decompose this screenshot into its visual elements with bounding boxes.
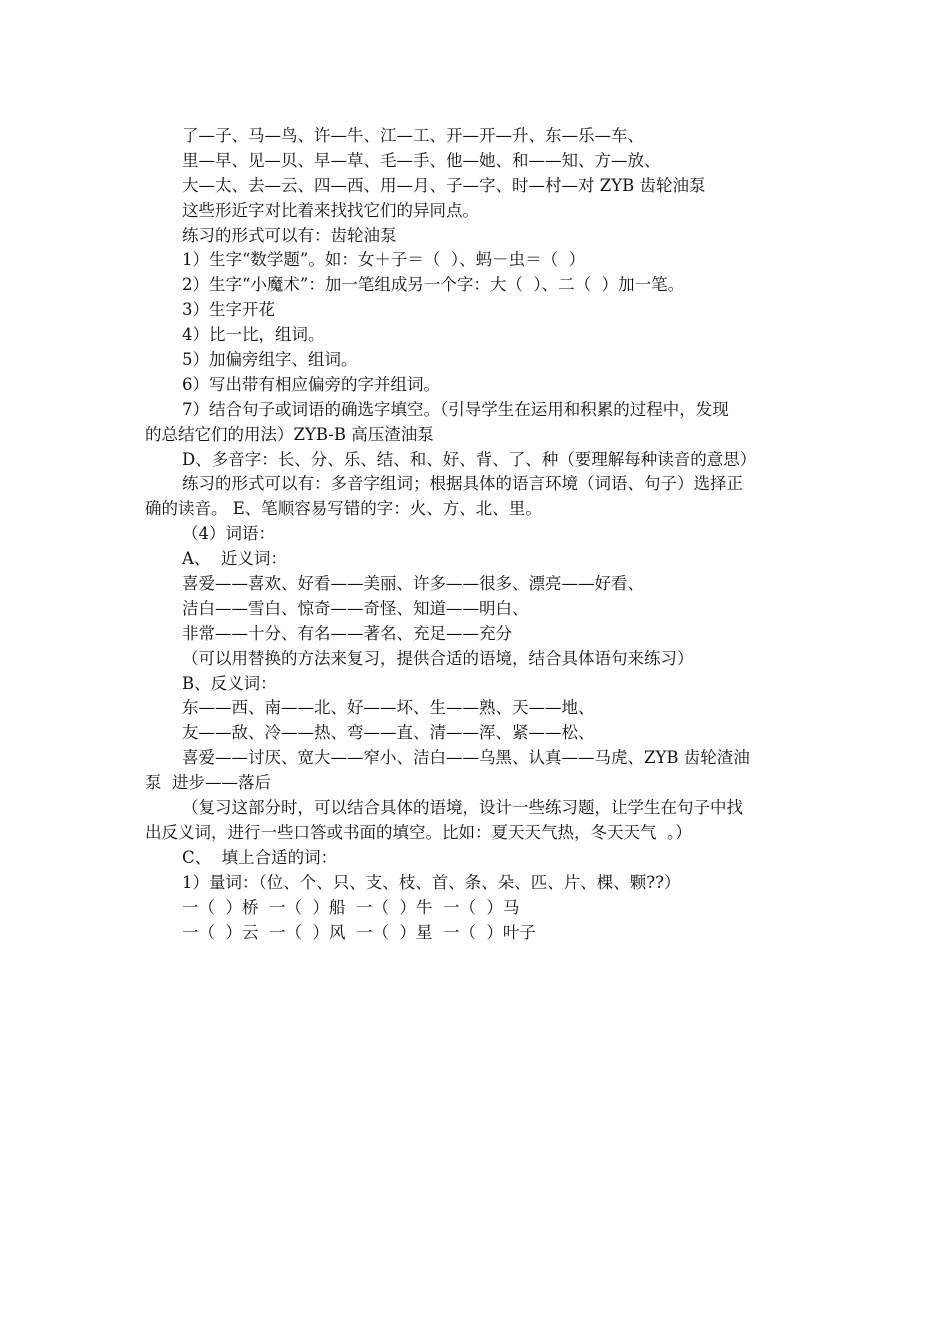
- subsection-heading: B、反义词：: [182, 673, 277, 693]
- section-heading: （4）词语：: [182, 524, 275, 544]
- text-line: 了—子、马—鸟、许—牛、江—工、开—开—升、东—乐—车、: [182, 126, 644, 145]
- text-line: 一（ ）云 一（ ）风 一（ ）星 一（ ）叶子: [182, 922, 536, 942]
- text-line: 这些形近字对比着来找找它们的异同点。: [182, 200, 479, 220]
- text-line: 1）量词：（位、个、只、支、枝、首、条、朵、匹、片、棵、颗??）: [182, 872, 681, 892]
- text-line: 的总结它们的用法）ZYB-B 高压渣油泵: [145, 424, 434, 444]
- text-line: 大—太、去—云、四—西、用—月、子—字、时—村—对 ZYB 齿轮油泵: [182, 175, 706, 195]
- text-line: 确的读音。 E、笔顺容易写错的字：火、方、北、里。: [145, 499, 542, 519]
- text-line: 6）写出带有相应偏旁的字并组词。: [182, 374, 440, 394]
- subsection-heading: C、 填上合适的词：: [182, 847, 338, 867]
- text-line: 一（ ）桥 一（ ）船 一（ ）牛 一（ ）马: [182, 897, 520, 917]
- text-line: 7）结合句子或词语的确选字填空。（引导学生在运用和积累的过程中，发现: [182, 399, 729, 419]
- text-line: 东——西、南——北、好——坏、生——熟、天——地、: [182, 698, 595, 718]
- text-line: 喜爱——喜欢、好看——美丽、许多——很多、漂亮——好看、: [182, 574, 644, 594]
- text-line: 2）生字“小魔术”：加一笔组成另一个字：大（ ）、二（ ）加一笔。: [182, 275, 685, 295]
- text-line: 练习的形式可以有：齿轮油泵: [182, 225, 397, 245]
- text-line: 泵 进步——落后: [145, 773, 271, 793]
- text-line: 里—早、见—贝、早—草、毛—手、他—她、和——知、方—放、: [182, 150, 661, 170]
- subsection-heading: A、 近义词：: [182, 549, 287, 569]
- text-line: （可以用替换的方法来复习，提供合适的语境，结合具体语句来练习）: [182, 648, 694, 668]
- document-body: [145, 124, 815, 945]
- text-line: （复习这部分时，可以结合具体的语境，设计一些练习题，让学生在句子中找: [182, 798, 743, 818]
- text-line: 喜爱——讨厌、宽大——窄小、洁白——乌黑、认真——马虎、ZYB 齿轮渣油: [182, 748, 750, 768]
- text-line: D、多音字：长、分、乐、结、和、好、背、了、种（要理解每种读音的意思）: [182, 449, 757, 469]
- text-line: 洁白——雪白、惊奇——奇怪、知道——明白、: [182, 598, 529, 618]
- text-line: 友——敌、冷——热、弯——直、清——浑、紧——松、: [182, 723, 595, 743]
- text-line: 出反义词，进行一些口答或书面的填空。比如：夏天天气热，冬天天气 。）: [145, 822, 692, 842]
- text-line: 5）加偏旁组字、组词。: [182, 350, 358, 370]
- text-line: 1）生字“数学题”。如：女＋子＝（ ）、蚂－虫＝（ ）: [182, 250, 586, 270]
- text-line: 4）比一比，组词。: [182, 325, 325, 345]
- text-line: 3）生字开花: [182, 300, 275, 320]
- text-line: 非常——十分、有名——著名、充足——充分: [182, 623, 512, 643]
- text-line: 练习的形式可以有：多音字组词；根据具体的语言环境（词语、句子）选择正: [182, 474, 743, 494]
